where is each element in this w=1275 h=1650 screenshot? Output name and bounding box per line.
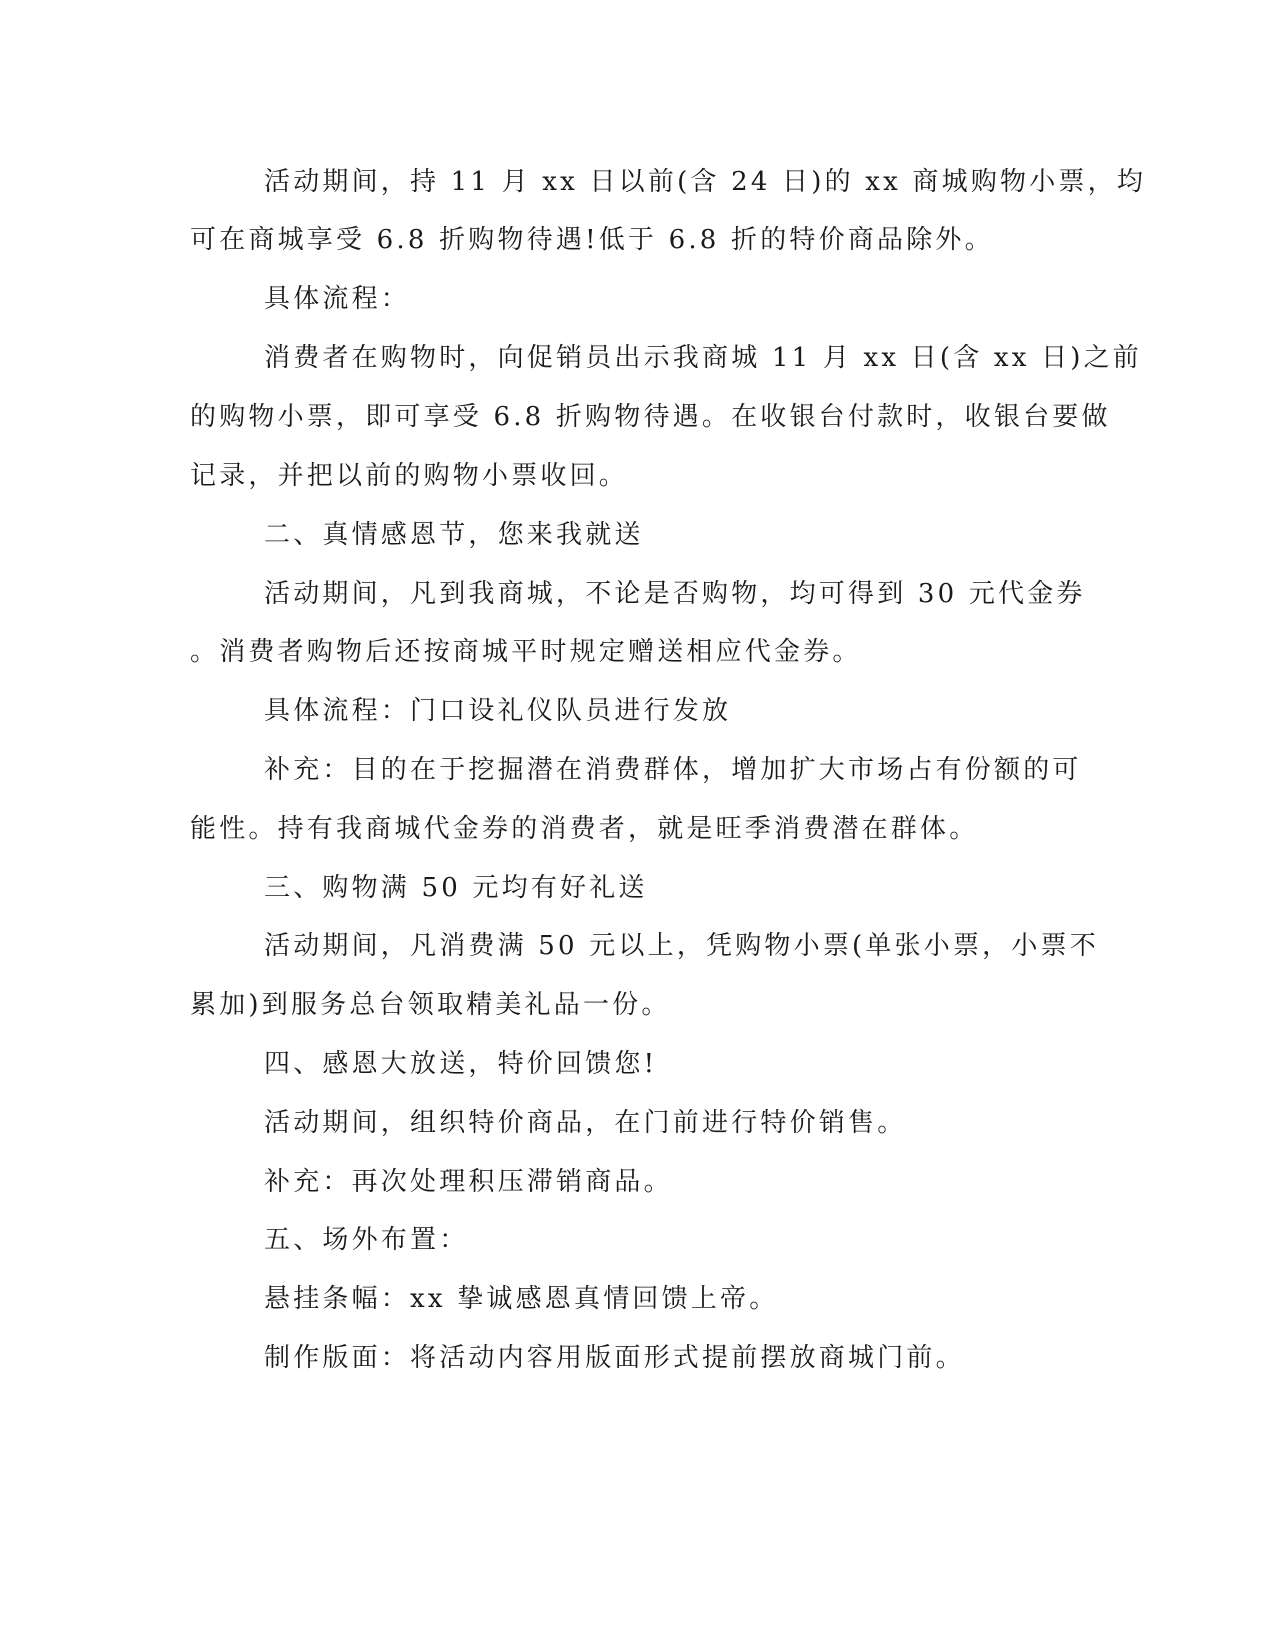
paragraph-line: 活动期间，凡消费满 50 元以上，凭购物小票(单张小票，小票不 [264,931,1099,961]
paragraph-line: 。消费者购物后还按商城平时规定赠送相应代金券。 [190,637,862,667]
section-heading: 五、场外布置： [264,1225,469,1255]
paragraph-line: 的购物小票，即可享受 6.8 折购物待遇。在收银台付款时，收银台要做 [190,402,1111,432]
paragraph-line: 补充：目的在于挖掘潜在消费群体，增加扩大市场占有份额的可 [264,755,1082,785]
paragraph-line: 活动期间，组织特价商品，在门前进行特价销售。 [264,1108,907,1138]
paragraph-line: 补充：再次处理积压滞销商品。 [264,1167,673,1197]
paragraph-line: 可在商城享受 6.8 折购物待遇!低于 6.8 折的特价商品除外。 [190,225,994,255]
paragraph-line: 记录，并把以前的购物小票收回。 [190,461,629,491]
paragraph-line: 制作版面：将活动内容用版面形式提前摆放商城门前。 [264,1343,965,1373]
paragraph-line: 消费者在购物时，向促销员出示我商城 11 月 xx 日(含 xx 日)之前 [264,343,1143,373]
subheading: 具体流程：门口设礼仪队员进行发放 [264,696,732,726]
paragraph-line: 悬挂条幅：xx 挚诚感恩真情回馈上帝。 [264,1284,779,1314]
section-heading: 四、感恩大放送，特价回馈您! [264,1049,658,1079]
section-heading: 三、购物满 50 元均有好礼送 [264,873,648,903]
section-heading: 二、真情感恩节，您来我就送 [264,520,644,550]
paragraph-line: 累加)到服务总台领取精美礼品一份。 [190,990,671,1020]
paragraph-line: 活动期间，持 11 月 xx 日以前(含 24 日)的 xx 商城购物小票，均 [264,167,1147,197]
paragraph-line: 活动期间，凡到我商城，不论是否购物，均可得到 30 元代金券 [264,579,1086,609]
paragraph-line: 能性。持有我商城代金券的消费者，就是旺季消费潜在群体。 [190,814,979,844]
subheading: 具体流程： [264,284,411,314]
